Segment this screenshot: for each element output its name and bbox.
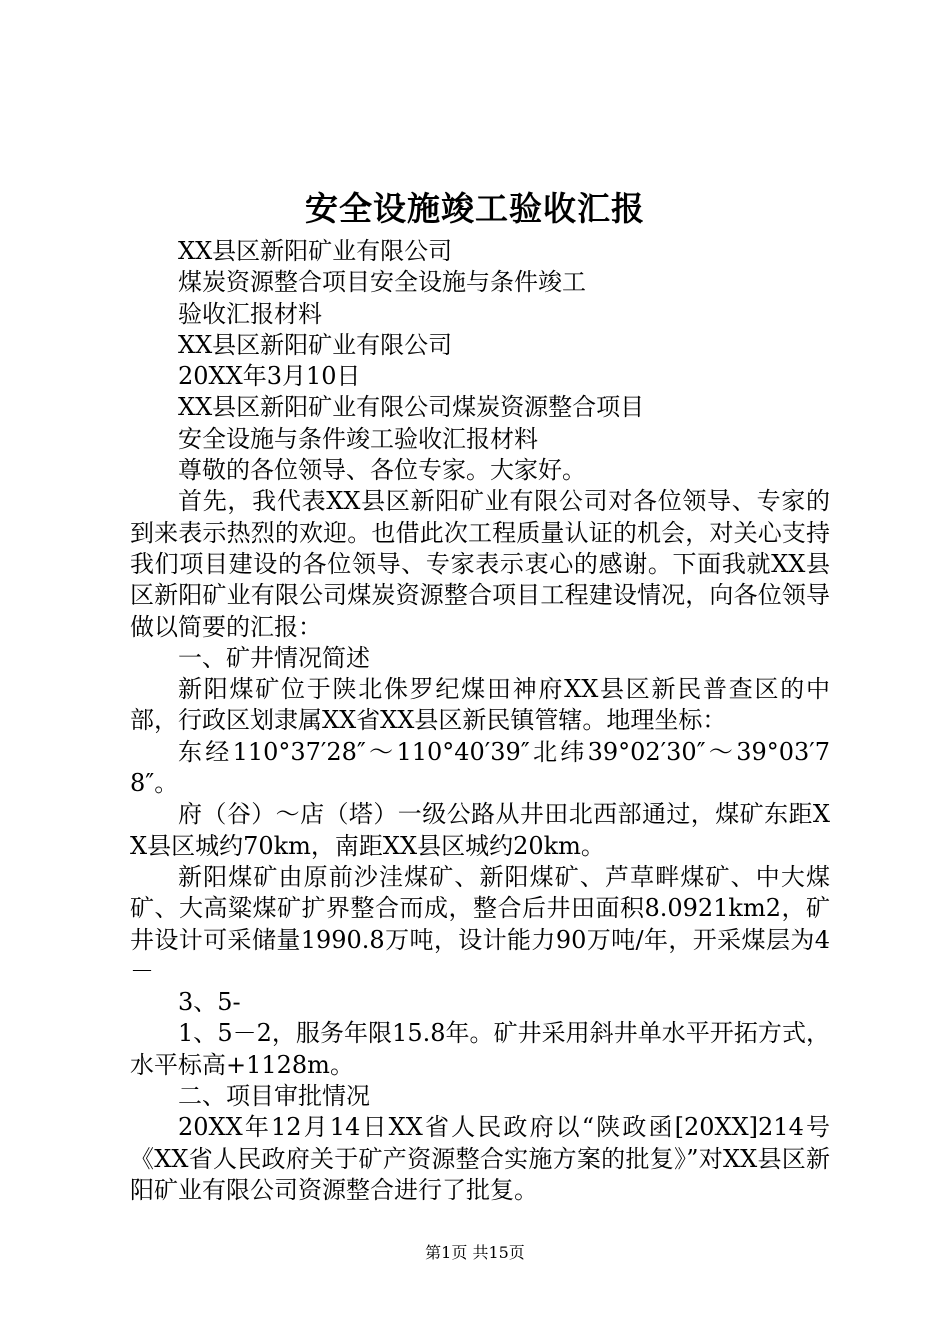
document-title: 安全设施竣工验收汇报 <box>305 189 645 228</box>
paragraph: 20XX年3月10日 <box>178 362 361 391</box>
paragraph: 首先，我代表XX县区新阳矿业有限公司对各位领导、专家的到来表示热烈的欢迎。也借此次工程质量认证的机会，对关心支持我们项目建设的各位领导、专家表示衷心的感谢。下面我就XX县区新阳矿业有限公司煤炭资源整合项目工程建设情况，向各位领导做以简要的汇报： <box>130 487 830 641</box>
paragraph: XX县区新阳矿业有限公司 <box>178 237 453 265</box>
paragraph: 1、5－2，服务年限15.8年。矿井采用斜井单水平开拓方式，水平标高+1128m。 <box>130 1019 830 1079</box>
document-body <box>130 236 830 1206</box>
section-heading: 一、矿井情况简述 <box>178 643 370 672</box>
paragraph: 验收汇报材料 <box>178 299 322 328</box>
paragraph: 尊敬的各位领导、各位专家。大家好。 <box>178 456 586 485</box>
paragraph: 府（谷）～店（塔）一级公路从井田北西部通过，煤矿东距XX县区城约70km，南距XX县区城约20km。 <box>130 800 830 860</box>
paragraph: 新阳煤矿位于陕北侏罗纪煤田神府XX县区新民普查区的中部，行政区划隶属XX省XX县区新民镇管辖。地理坐标： <box>130 675 830 735</box>
paragraph: 东经110°37′28″～110°40′39″北纬39°02′30″～39°03′78″。 <box>130 737 830 798</box>
paragraph: 安全设施与条件竣工验收汇报材料 <box>178 424 538 453</box>
paragraph: 煤炭资源整合项目安全设施与条件竣工 <box>178 268 586 297</box>
paragraph: XX县区新阳矿业有限公司煤炭资源整合项目 <box>178 393 645 422</box>
section-heading: 二、项目审批情况 <box>178 1082 370 1111</box>
paragraph: 20XX年12月14日XX省人民政府以“陕政函[20XX]214号《XX省人民政府关于矿产资源整合实施方案的批复》”对XX县区新阳矿业有限公司资源整合进行了批复。 <box>130 1113 830 1204</box>
paragraph: XX县区新阳矿业有限公司 <box>178 330 453 359</box>
page-number-footer: 第1页 共15页 <box>425 1243 525 1262</box>
paragraph: 3、5- <box>178 988 241 1017</box>
paragraph: 新阳煤矿由原前沙洼煤矿、新阳煤矿、芦草畔煤矿、中大煤矿、大高粱煤矿扩界整合而成，整合后井田面积8.0921km2，矿井设计可采储量1990.8万吨，设计能力90万吨/年，开采煤层为4－ <box>130 862 830 985</box>
